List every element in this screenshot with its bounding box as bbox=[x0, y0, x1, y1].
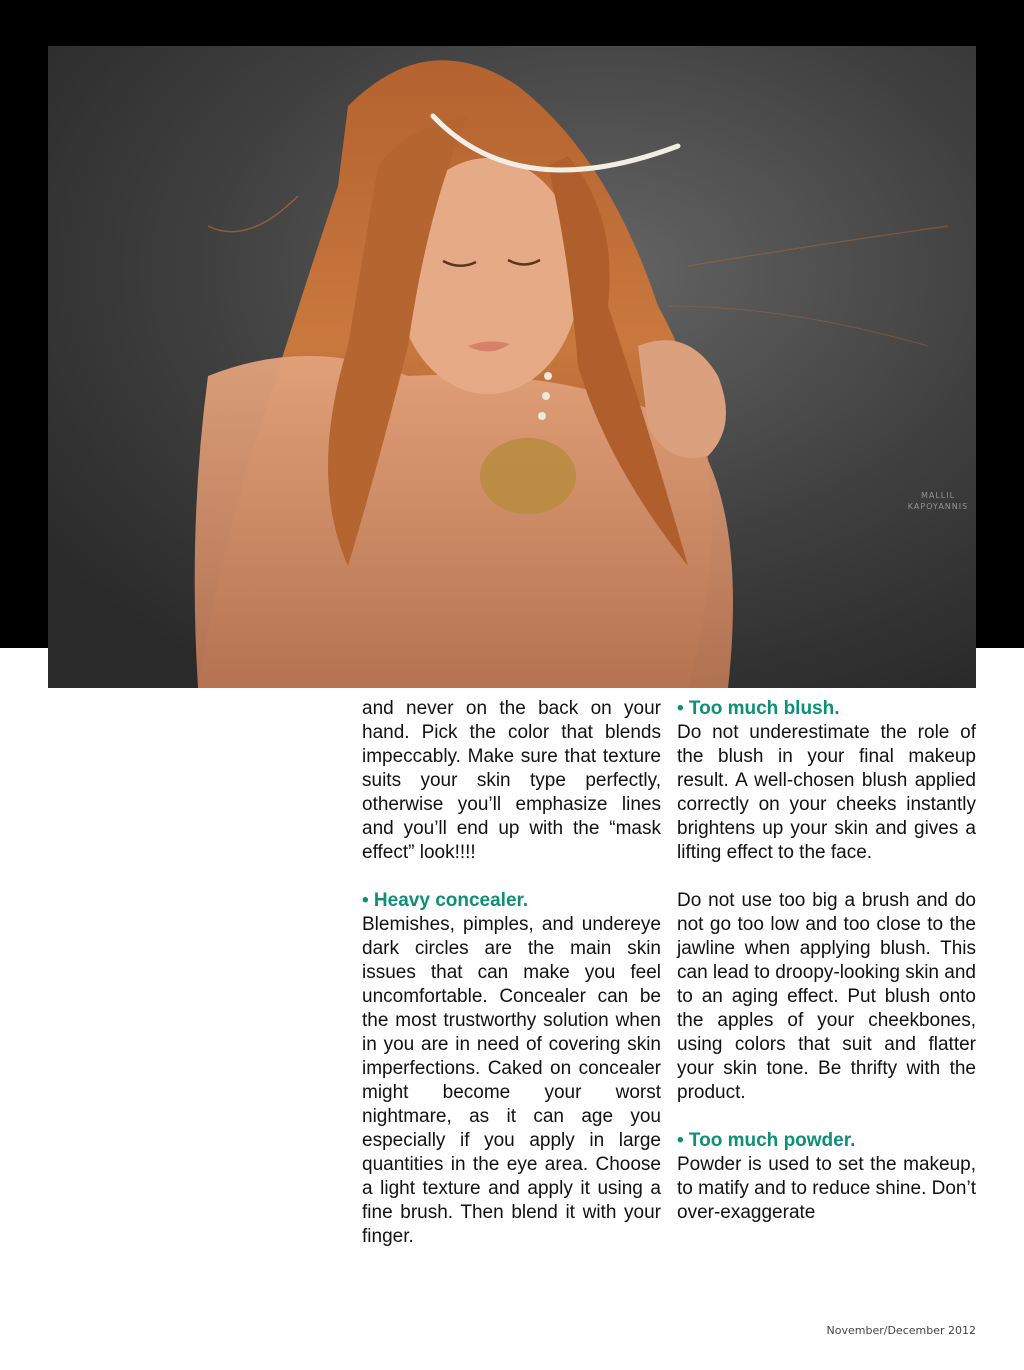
right-text-column bbox=[677, 697, 976, 1225]
too-much-blush-heading: • Too much blush. bbox=[677, 698, 840, 719]
left-text-column bbox=[362, 697, 661, 1249]
photo-credit-line-1: MALLIL bbox=[920, 491, 956, 500]
model-portrait-illustration bbox=[48, 46, 976, 688]
photo-credit bbox=[883, 490, 976, 512]
blush-paragraph-1: Do not underestimate the role of the blush in your final makeup result. A well-chosen blush applied correctly on your cheeks instantly brightens up your skin and gives a lifting effect to the face. bbox=[677, 722, 976, 863]
heavy-concealer-paragraph: Blemishes, pimples, and undereye dark circles are the main skin issues that can make you feel uncomfortable. Concealer can be the most trustworthy solution when in you are in need of covering skin imperfections. Caked on concealer might become your worst nightmare, as it can age you especially if you apply in large quantities in the eye area. Choose a light texture and apply it using a fine brush. Then blend it with your finger. bbox=[362, 914, 661, 1247]
issue-date-footer: November/December 2012 bbox=[826, 1324, 976, 1337]
photo-credit-line-2: KAPOYANNIS bbox=[907, 502, 969, 511]
hero-photo bbox=[48, 46, 976, 688]
too-much-powder-heading: • Too much powder. bbox=[677, 1130, 856, 1151]
intro-paragraph: and never on the back on your hand. Pick the color that blends impeccably. Make sure that texture suits your skin type perfectly, otherwise you’ll emphasize lines and you’ll end up with the “mask effect” look!!!! bbox=[362, 698, 661, 863]
heavy-concealer-heading: • Heavy concealer. bbox=[362, 890, 529, 911]
powder-paragraph: Powder is used to set the makeup, to matify and to reduce shine. Don’t over-exaggerate bbox=[677, 1154, 976, 1223]
blush-paragraph-2: Do not use too big a brush and do not go too low and too close to the jawline when applying blush. This can lead to droopy-looking skin and to an aging effect. Put blush onto the apples of your cheekbones, using colors that suit and flatter your skin tone. Be thrifty with the product. bbox=[677, 890, 976, 1103]
